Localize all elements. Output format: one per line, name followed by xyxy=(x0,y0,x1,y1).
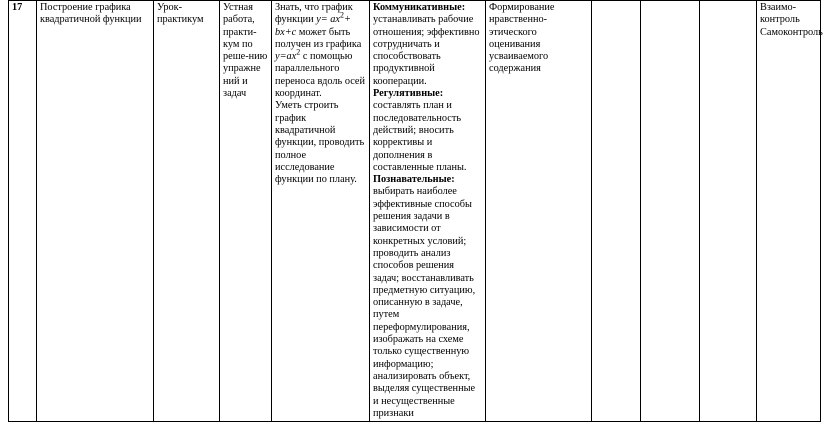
lesson-type-cell xyxy=(154,1,220,422)
subject-text-3: с помощью параллельного переноса вдоль осей координат. xyxy=(275,51,366,100)
activity-type: Устная работа, практи-кум по реше-нию упражне ний и задач xyxy=(223,2,268,100)
lesson-topic: Построение графика квадратичной функции xyxy=(40,2,142,26)
subject-text-1: Знать, что график функции xyxy=(275,2,353,26)
empty-cell-1 xyxy=(592,1,641,422)
exponent-2: 2 xyxy=(296,47,301,57)
subject-text-2: может быть получен из графика xyxy=(275,26,362,50)
subject-results-cell xyxy=(272,1,370,422)
communicative-text: устанавливать рабочие отношения; эффективно сотрудничать и способствовать продуктивной кооперации. xyxy=(373,14,480,87)
lesson-plan-table xyxy=(8,0,821,422)
topic-cell xyxy=(37,1,154,422)
communicative-heading: Коммуникативные: xyxy=(373,2,466,13)
cognitive-heading: Познавательные: xyxy=(373,174,455,186)
activity-cell xyxy=(220,1,272,422)
empty-cell-3 xyxy=(700,1,757,422)
cognitive-text: выбирать наиболее эффективные способы решения задачи в зависимости от конкретных условий; проводить анализ способов решения задач; восстанавливать предметную ситуацию, описанную в задаче, путем переформулирования, изображать на схеме только существенную информацию; анализировать объект, выделяя существенные и несущественные признаки xyxy=(373,186,476,419)
regulative-text: составлять план и последовательность действий; вносить коррективы и дополнения в составленные планы. xyxy=(373,100,467,173)
formula-2: y=ax xyxy=(275,51,297,63)
personal-results: Формирование нравственно-этического оценивания усваиваемого содержания xyxy=(489,2,555,75)
empty-cell-2 xyxy=(641,1,700,422)
lesson-number-cell xyxy=(9,1,37,422)
exponent-1: 2 xyxy=(340,10,344,20)
uud-cell xyxy=(370,1,486,422)
subject-text-4: Уметь строить график квадратичной функции, проводить полное исследование функции по плану. xyxy=(275,100,365,186)
control-forms: Взаимо-контроль Самоконтроль xyxy=(760,2,823,38)
personal-results-cell xyxy=(486,1,592,422)
lesson-number: 17 xyxy=(12,2,23,13)
control-cell xyxy=(757,1,821,422)
table-row xyxy=(9,1,821,422)
regulative-heading: Регулятивные: xyxy=(373,88,444,100)
formula-1a: y= ax xyxy=(316,14,340,26)
lesson-type: Урок-практикум xyxy=(157,2,204,26)
formula-1b: + bx+c xyxy=(275,14,351,38)
